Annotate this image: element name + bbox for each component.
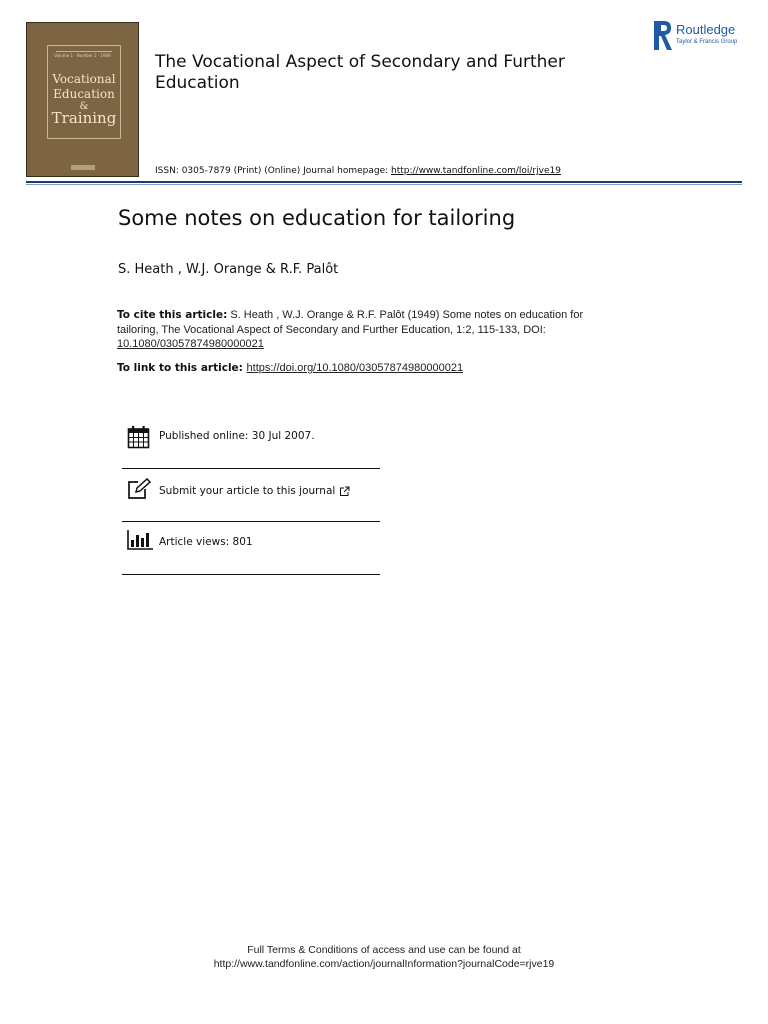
citation-block [117, 308, 617, 352]
header-divider [26, 181, 742, 183]
cover-title-line3: Training [51, 109, 117, 127]
submit-article-text[interactable]: Submit your article to this journal [159, 485, 336, 497]
article-doi-link[interactable]: https://doi.org/10.1080/03057874980000021 [246, 362, 464, 374]
cover-publisher-mark [71, 165, 95, 170]
footer [0, 943, 768, 971]
calendar-icon [127, 425, 150, 449]
cover-rule [56, 51, 112, 52]
cover-volume-text: Volume 1 · Number 2 · 1949 [54, 53, 111, 58]
article-authors: S. Heath , W.J. Orange & R.F. Palôt [118, 262, 339, 277]
cover-title-line1: Vocational [52, 72, 116, 86]
published-online-row [122, 422, 380, 462]
publisher-logo[interactable] [654, 21, 754, 51]
external-link-icon [339, 486, 350, 497]
routledge-logo-icon [654, 21, 672, 50]
submit-article-label[interactable] [159, 485, 350, 497]
journal-cover-image [26, 22, 139, 177]
article-title: Some notes on education for tailoring [118, 206, 516, 230]
article-views-row [122, 528, 380, 568]
issn-line [155, 166, 561, 176]
citation-label: To cite this article: [117, 309, 228, 321]
citation-text: S. Heath , W.J. Orange & R.F. Palôt (1949) Some notes on education for tailoring, The Vocational Aspect of Secondary and Further Education, 1:2, 115-133, DOI: [117, 309, 584, 336]
cover-title-amp: & [79, 101, 89, 112]
cover-title-line2: Education [53, 87, 115, 101]
submit-article-row[interactable] [122, 476, 380, 516]
info-divider-2 [122, 521, 380, 522]
publisher-group: Taylor & Francis Group [676, 39, 738, 45]
bar-chart-icon [127, 530, 153, 550]
published-online-text: Published online: 30 Jul 2007. [159, 430, 315, 442]
article-views-text: Article views: 801 [159, 536, 253, 548]
info-divider-3 [122, 574, 380, 575]
publisher-name: Routledge [676, 22, 736, 37]
info-divider-1 [122, 468, 380, 469]
footer-terms-text: Full Terms & Conditions of access and use can be found at [247, 944, 521, 956]
journal-title: The Vocational Aspect of Secondary and Further Education [155, 52, 565, 93]
issn-text: ISSN: 0305-7879 (Print) (Online) Journal homepage: [155, 166, 391, 176]
cover-frame [47, 45, 121, 139]
link-label: To link to this article: [117, 362, 247, 374]
journal-homepage-link[interactable]: http://www.tandfonline.com/loi/rjve19 [391, 166, 561, 176]
cover-title [48, 72, 120, 126]
edit-icon [127, 478, 151, 500]
footer-terms-link[interactable]: http://www.tandfonline.com/action/journalInformation?journalCode=rjve19 [213, 958, 555, 970]
header-divider-thin [26, 184, 742, 185]
article-link-row [117, 362, 463, 374]
citation-doi-link[interactable]: 10.1080/03057874980000021 [117, 338, 264, 350]
